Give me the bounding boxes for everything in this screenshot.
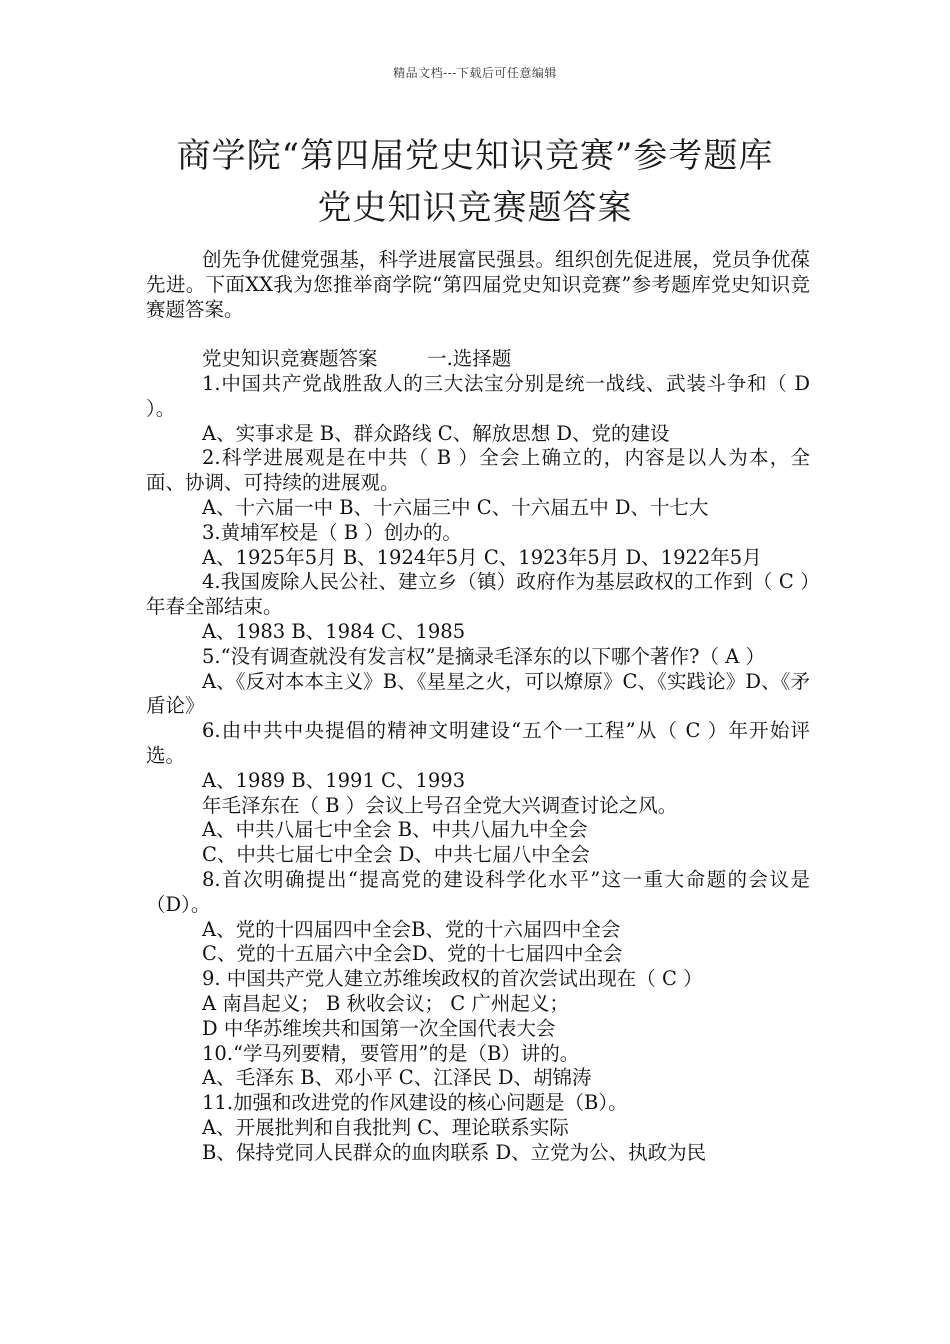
page-title: 商学院“第四届党史知识竞赛”参考题库 [176, 136, 774, 176]
option-line: A、1989 B、1991 C、1993 [202, 768, 466, 792]
option-line: A、实事求是 B、群众路线 C、解放思想 D、党的建设 [202, 421, 670, 445]
section-label: 党史知识竞赛题答案 [202, 347, 378, 371]
question-line: 8.首次明确提出“提高党的建设科学化水平”这一重大命题的会议是（D）。 [146, 867, 810, 916]
option-line: A、党的十四届四中全会B、党的十六届四中全会 [202, 917, 621, 941]
section-part: 一.选择题 [427, 347, 512, 371]
option-line: D 中华苏维埃共和国第一次全国代表大会 [202, 1016, 556, 1040]
question-line: 11.加强和改进党的作风建设的核心问题是（B）。 [202, 1091, 628, 1115]
option-line: A、十六届一中 B、十六届三中 C、十六届五中 D、十七大 [202, 495, 709, 519]
paragraph-gap [146, 322, 810, 347]
question-line: 6.由中共中央提倡的精神文明建设“五个一工程”从（ C ）年开始评选。 [146, 719, 810, 767]
option-line: C、党的十五届六中全会D、党的十七届四中全会 [202, 942, 623, 966]
question-line: 4.我国废除人民公社、建立乡（镇）政府作为基层政权的工作到（ C ）年春全部结束。 [146, 570, 810, 619]
intro-paragraph: 创先争优健党强基，科学进展富民强县。组织创先促进展，党员争优葆先进。下面XX我为您推举商学院“第四届党史知识竞赛”参考题库党史知识竞赛题答案。 [146, 248, 810, 321]
page-header: 精品文档---下载后可任意编辑 [393, 66, 557, 80]
option-line: A、毛泽东 B、邓小平 C、江泽民 D、胡锦涛 [202, 1066, 592, 1090]
option-line: A、《反对本本主义》B、《星星之火，可以燎原》C、《实践论》D、《矛盾论》 [146, 669, 810, 718]
question-line: 1.中国共产党战胜敌人的三大法宝分别是统一战线、武装斗争和（ D ）。 [146, 371, 810, 420]
question-line: 3.黄埔军校是（ B ）创办的。 [202, 520, 462, 544]
option-line: A、1983 B、1984 C、1985 [202, 619, 466, 643]
question-line: 5.“没有调查就没有发言权”是摘录毛泽东的以下哪个著作?（ A ） [202, 644, 765, 668]
question-line: 10.“学马列要精，要管用”的是（B）讲的。 [202, 1041, 580, 1065]
document-body [146, 248, 810, 1165]
page-subtitle: 党史知识竞赛题答案 [317, 188, 633, 228]
option-line: A、开展批判和自我批判 C、理论联系实际 [202, 1115, 569, 1139]
option-line: B、保持党同人民群众的血肉联系 D、立党为公、执政为民 [202, 1140, 707, 1164]
option-line: A 南昌起义； B 秋收会议； C 广州起义； [202, 991, 569, 1015]
question-line: 2.科学进展观是在中共（ B ）全会上确立的，内容是以人为本，全面、协调、可持续的进展观。 [146, 446, 810, 495]
question-line: 9. 中国共产党人建立苏维埃政权的首次尝试出现在（ C ） [202, 967, 703, 991]
option-line: A、1925年5月 B、1924年5月 C、1923年5月 D、1922年5月 [202, 545, 762, 569]
section-heading [146, 347, 810, 372]
option-line: A、中共八届七中全会 B、中共八届九中全会 [202, 818, 588, 842]
question-line: 年毛泽东在（ B ）会议上号召全党大兴调查讨论之风。 [202, 793, 678, 817]
option-line: C、中共七届七中全会 D、中共七届八中全会 [202, 843, 590, 867]
